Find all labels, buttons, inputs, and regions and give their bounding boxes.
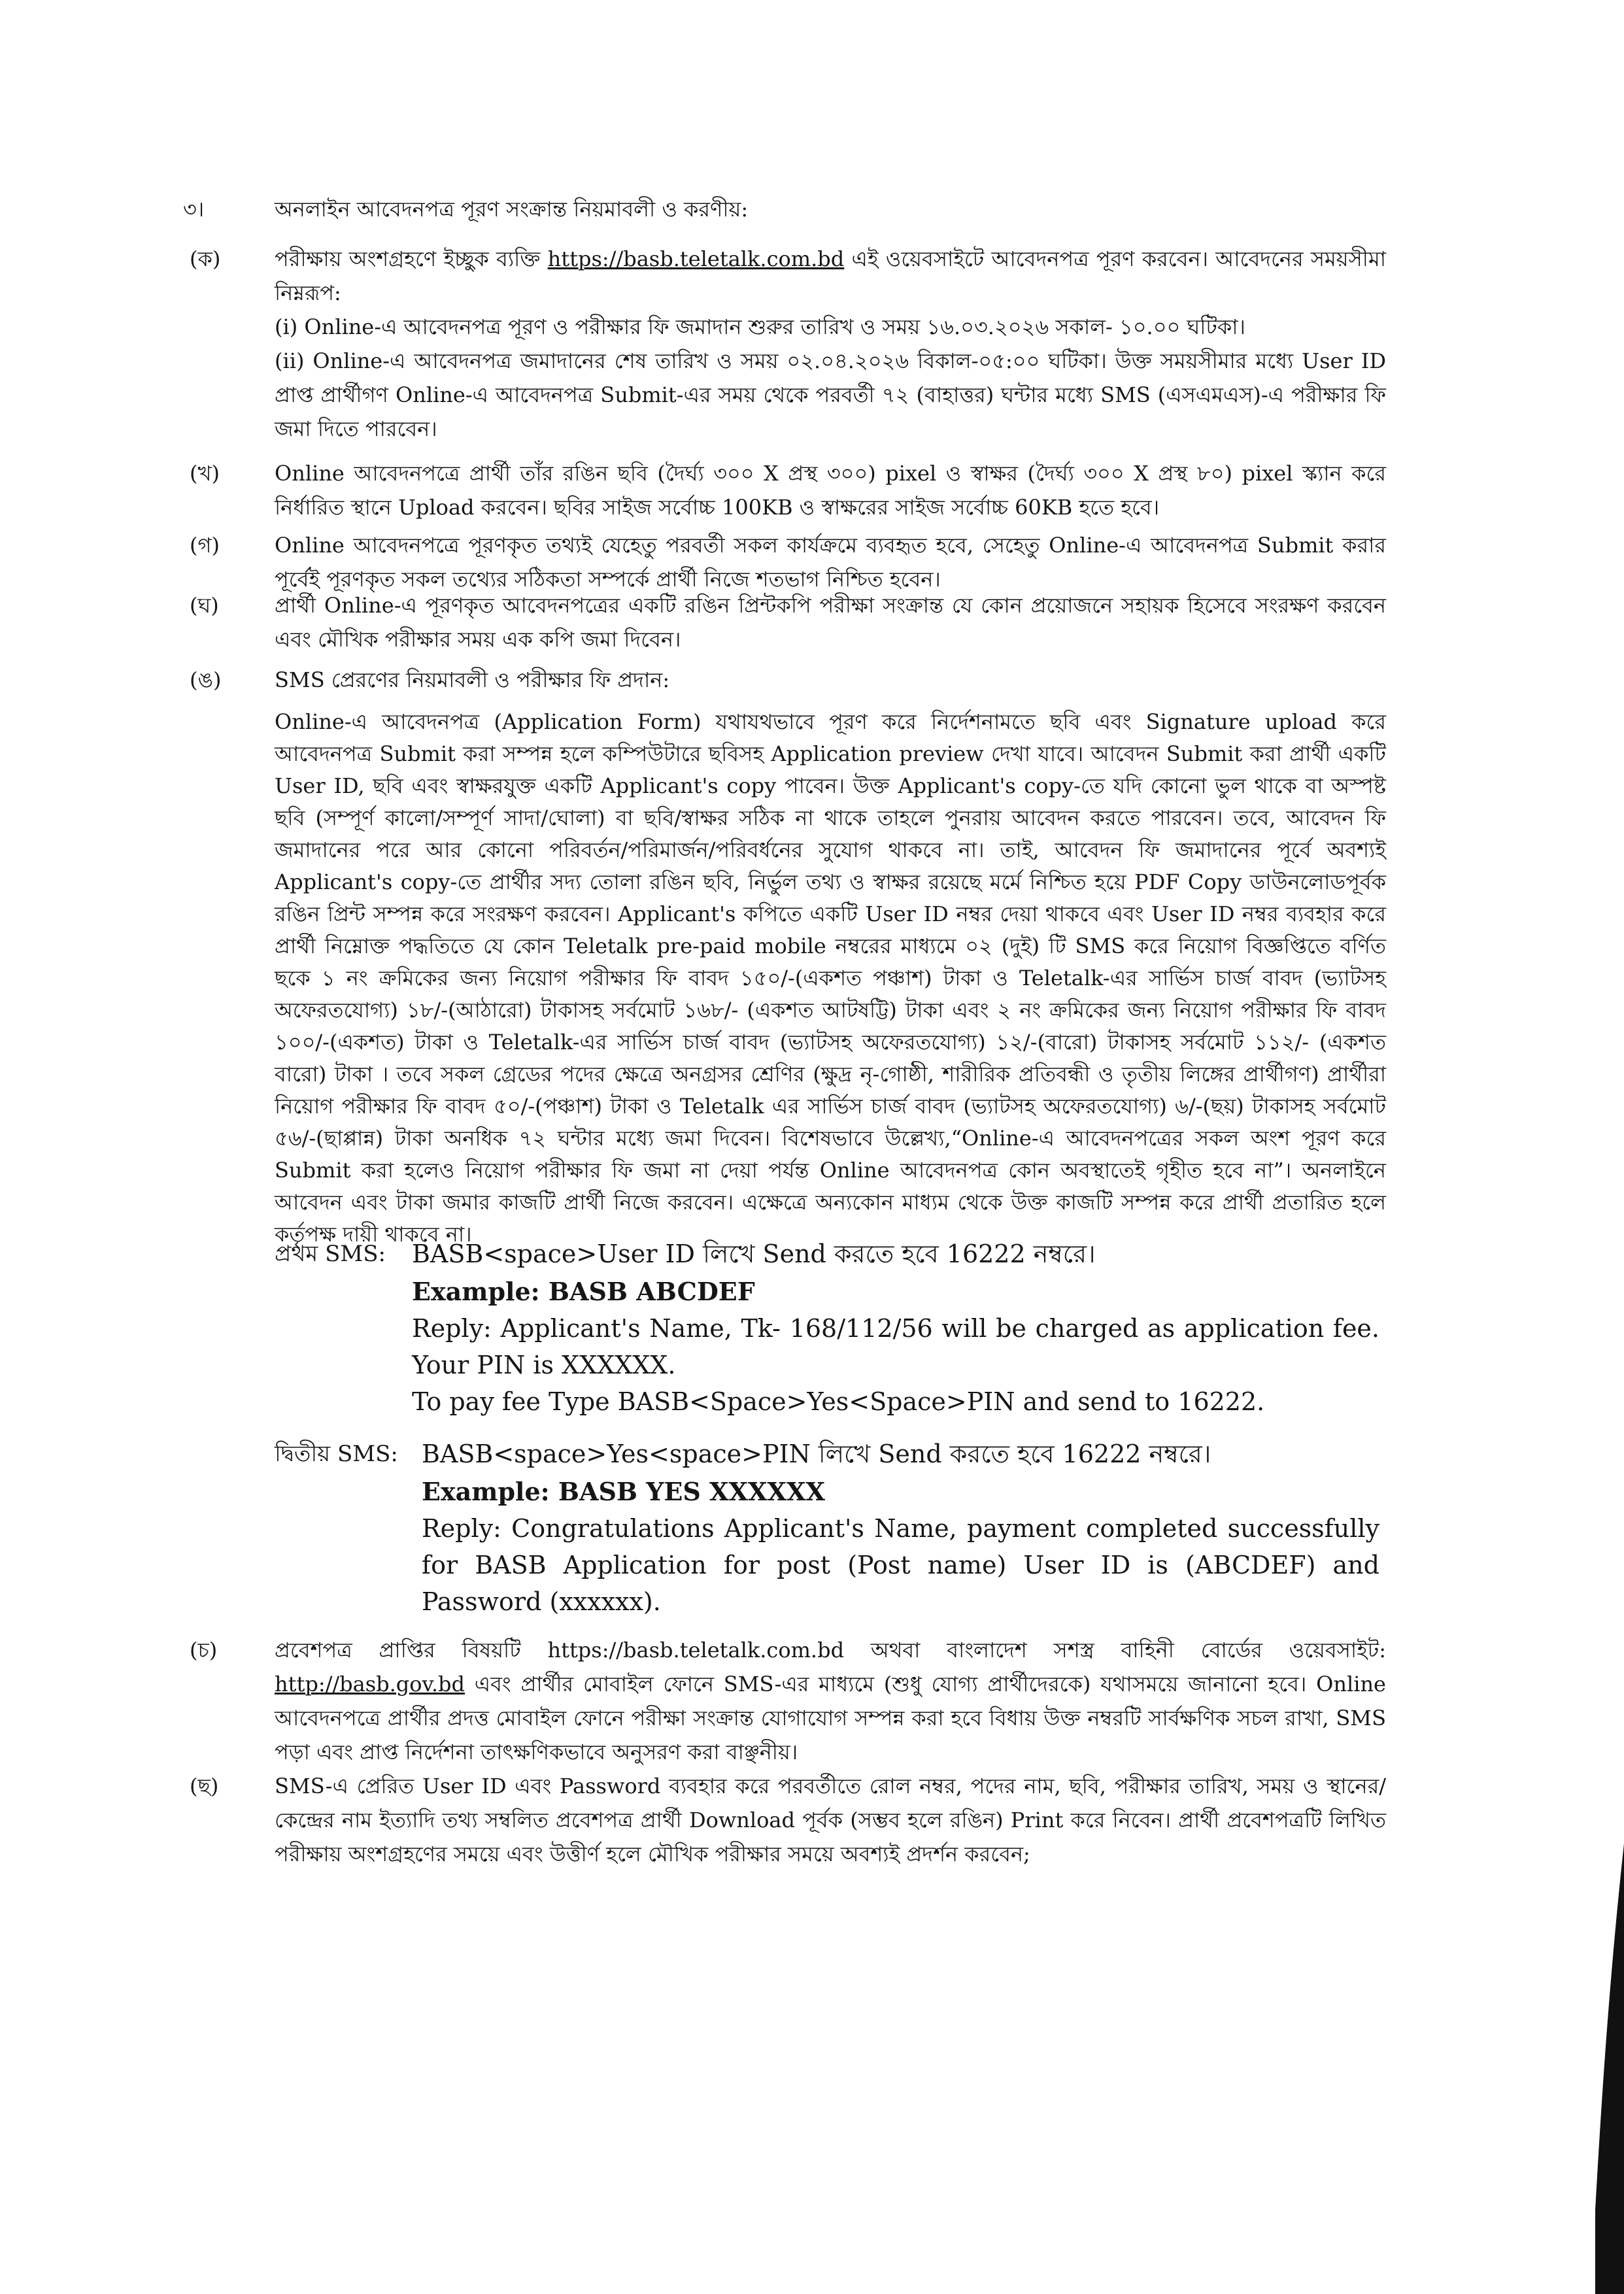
- item-label: (ক): [190, 246, 221, 271]
- sms-first-label: প্রথম SMS:: [275, 1241, 386, 1267]
- sms-first-pay: To pay fee Type BASB<Space>Yes<Space>PIN and send to 16222.: [412, 1387, 1265, 1416]
- teletalk-link[interactable]: https://basb.teletalk.com.bd: [547, 246, 845, 271]
- sms-second-command: BASB<space>Yes<space>PIN লিখে Send করতে হবে 16222 নম্বরে।: [422, 1440, 1211, 1468]
- item-label: (ঘ): [190, 593, 219, 618]
- item-gha-text: প্রার্থী Online-এ পূরণকৃত আবেদনপত্রের একটি রঙিন প্রিন্টকপি পরীক্ষা সংক্রান্ত যে কোন প্রয়োজনে সহায়ক হিসেবে সংরক্ষণ করবেন এবং মৌখিক পরীক্ষার সময় এক কপি জমা দিবেন।: [275, 593, 1386, 652]
- sms-second-label: দ্বিতীয় SMS:: [275, 1441, 398, 1467]
- item-label: (ঙ): [190, 667, 222, 692]
- section-title: অনলাইন আবেদনপত্র পূরণ সংক্রান্ত নিয়মাবলী ও করণীয়:: [275, 197, 749, 222]
- sms-first-command: BASB<space>User ID লিখে Send করতে হবে 16222 নম্বরে।: [412, 1240, 1096, 1268]
- item-label: (ছ): [190, 1774, 219, 1798]
- item-ka-point-ii: (ii) Online-এ আবেদনপত্র জমাদানের শেষ তারিখ ও সময় ০২.০৪.২০২৬ বিকাল-০৫:০০ ঘটিকা। উক্ত সময়সীমার মধ্যে User ID প্রাপ্ত প্রার্থীগণ Online-এ আবেদনপত্র Submit-এর সময় থেকে পরবর্তী ৭২ (বাহাত্তর) ঘন্টার মধ্যে SMS (এসএমএস)-এ পরীক্ষার ফি জমা দিতে পারবেন।: [275, 348, 1386, 441]
- item-uma-heading: SMS প্রেরণের নিয়মাবলী ও পরীক্ষার ফি প্রদান:: [275, 667, 670, 692]
- sms-first-reply: Reply: Applicant's Name, Tk- 168/112/56 will be charged as application fee. Your PIN is XXXXXX.: [412, 1314, 1379, 1379]
- section-number: ৩।: [183, 197, 205, 222]
- item-label: (গ): [190, 533, 220, 558]
- item-ka-intro: পরীক্ষায় অংশগ্রহণে ইচ্ছুক ব্যক্তি https://basb.teletalk.com.bd এই ওয়েবসাইটে আবেদনপত্র পূরণ করবেন। আবেদনের সময়সীমা নিম্নরূপ:: [275, 246, 1386, 305]
- item-ka-point-i: (i) Online-এ আবেদনপত্র পূরণ ও পরীক্ষার ফি জমাদান শুরুর তারিখ ও সময় ১৬.০৩.২০২৬ সকাল- ১০.০০ ঘটিকা।: [275, 314, 1245, 339]
- item-label: (খ): [190, 461, 220, 486]
- sms-second-reply: Reply: Congratulations Applicant's Name, payment completed successfully for BASB Application for post (Post name) User ID is (ABCDEF) and Password (xxxxxx).: [422, 1514, 1379, 1616]
- sms-first-example: Example: BASB ABCDEF: [412, 1277, 755, 1306]
- basb-gov-link[interactable]: http://basb.gov.bd: [275, 1672, 465, 1696]
- sms-second-example: Example: BASB YES XXXXXX: [422, 1477, 825, 1506]
- item-chha-text: SMS-এ প্রেরিত User ID এবং Password ব্যবহার করে পরবর্তীতে রোল নম্বর, পদের নাম, ছবি, পরীক্ষার তারিখ, সময় ও স্থানের/কেন্দ্রের নাম ইত্যাদি তথ্য সম্বলিত প্রবেশপত্র প্রার্থী Download পূর্বক (সম্ভব হলে রঙিন) Print করে নিবেন। প্রার্থী প্রবেশপত্রটি লিখিত পরীক্ষায় অংশগ্রহণের সময়ে এবং উত্তীর্ণ হলে মৌখিক পরীক্ষার সময়ে অবশ্যই প্রদর্শন করবেন;: [275, 1774, 1386, 1866]
- scan-edge-mark: [1595, 1844, 1624, 2294]
- item-kha-text: Online আবেদনপত্রে প্রার্থী তাঁর রঙিন ছবি (দৈর্ঘ্য ৩০০ X প্রস্থ ৩০০) pixel ও স্বাক্ষর (দৈর্ঘ্য ৩০০ X প্রস্থ ৮০) pixel স্ক্যান করে নির্ধারিত স্থানে Upload করবেন। ছবির সাইজ সর্বোচ্চ 100KB ও স্বাক্ষরের সাইজ সর্বোচ্চ 60KB হতে হবে।: [275, 461, 1386, 520]
- item-ga-text: Online আবেদনপত্রে পূরণকৃত তথ্যই যেহেতু পরবর্তী সকল কার্যক্রমে ব্যবহৃত হবে, সেহেতু Online-এ আবেদনপত্র Submit করার পূর্বেই পূরণকৃত সকল তথ্যের সঠিকতা সম্পর্কে প্রার্থী নিজে শতভাগ নিশ্চিত হবেন।: [275, 533, 1386, 592]
- item-label: (চ): [190, 1638, 218, 1662]
- item-cha-text: প্রবেশপত্র প্রাপ্তির বিষয়টি https://basb.teletalk.com.bd অথবা বাংলাদেশ সশস্ত্র বাহিনী বোর্ডের ওয়েবসাইট: http://basb.gov.bd এবং প্রার্থীর মোবাইল ফোনে SMS-এর মাধ্যমে (শুধু যোগ্য প্রার্থীদেরকে) যথাসময়ে জানানো হবে। Online আবেদনপত্রে প্রার্থীর প্রদত্ত মোবাইল ফোনে পরীক্ষা সংক্রান্ত যোগাযোগ সম্পন্ন করা হবে বিধায় উক্ত নম্বরটি সার্বক্ষণিক সচল রাখা, SMS পড়া এবং প্রাপ্ত নির্দেশনা তাৎক্ষণিকভাবে অনুসরণ করা বাঞ্ছনীয়।: [275, 1638, 1386, 1764]
- item-uma-paragraph: Online-এ আবেদনপত্র (Application Form) যথাযথভাবে পূরণ করে নির্দেশনামতে ছবি এবং Signature upload করে আবেদনপত্র Submit করা সম্পন্ন হলে কম্পিউটারে ছবিসহ Application preview দেখা যাবে। আবেদন Submit করা প্রার্থী একটি User ID, ছবি এবং স্বাক্ষরযুক্ত একটি Applicant's copy পাবেন। উক্ত Applicant's copy-তে যদি কোনো ভুল থাকে বা অস্পষ্ট ছবি (সম্পূর্ণ কালো/সম্পূর্ণ সাদা/ঘোলা) বা ছবি/স্বাক্ষর সঠিক না থাকে তাহলে পুনরায় আবেদন করতে পারবেন। তবে, আবেদন ফি জমাদানের পরে আর কোনো পরিবর্তন/পরিমার্জন/পরিবর্ধনের সুযোগ থাকবে না। তাই, আবেদন ফি জমাদানের পূর্বে অবশ্যই Applicant's copy-তে প্রার্থীর সদ্য তোলা রঙিন ছবি, নির্ভুল তথ্য ও স্বাক্ষর রয়েছে মর্মে নিশ্চিত হয়ে PDF Copy ডাউনলোডপূর্বক রঙিন প্রিন্ট সম্পন্ন করে সংরক্ষণ করবেন। Applicant's কপিতে একটি User ID নম্বর দেয়া থাকবে এবং User ID নম্বর ব্যবহার করে প্রার্থী নিম্নোক্ত পদ্ধতিতে যে কোন Teletalk pre-paid mobile নম্বরের মাধ্যমে ০২ (দুই) টি SMS করে নিয়োগ বিজ্ঞপ্তিতে বর্ণিত ছকে ১ নং ক্রমিকের জন্য নিয়োগ পরীক্ষার ফি বাবদ ১৫০/-(একশত পঞ্চাশ) টাকা ও Teletalk-এর সার্ভিস চার্জ বাবদ (ভ্যাটসহ অফেরতযোগ্য) ১৮/-(আঠারো) টাকাসহ সর্বমোট ১৬৮/- (একশত আটষট্টি) টাকা এবং ২ নং ক্রমিকের জন্য নিয়োগ পরীক্ষার ফি বাবদ ১০০/-(একশত) টাকা ও Teletalk-এর সার্ভিস চার্জ বাবদ (ভ্যাটসহ অফেরতযোগ্য) ১২/-(বারো) টাকাসহ সর্বমোট ১১২/- (একশত বারো) টাকা । তবে সকল গ্রেডের পদের ক্ষেত্রে অনগ্রসর শ্রেণির (ক্ষুদ্র নৃ-গোষ্ঠী, শারীরিক প্রতিবন্ধী ও তৃতীয় লিঙ্গের প্রার্থীগণ) প্রার্থীরা নিয়োগ পরীক্ষার ফি বাবদ ৫০/-(পঞ্চাশ) টাকা ও Teletalk এর সার্ভিস চার্জ বাবদ (ভ্যাটসহ অফেরতযোগ্য) ৬/-(ছয়) টাকাসহ সর্বমোট ৫৬/-(ছাপ্পান্ন) টাকা অনধিক ৭২ ঘন্টার মধ্যে জমা দিবেন। বিশেষভাবে উল্লেখ্য,“Online-এ আবেদনপত্রের সকল অংশ পূরণ করে Submit করা হলেও নিয়োগ পরীক্ষার ফি জমা না দেয়া পর্যন্ত Online আবেদনপত্র কোন অবস্থাতেই গৃহীত হবে না”। অনলাইনে আবেদন এবং টাকা জমার কাজটি প্রার্থী নিজে করবেন। এক্ষেত্রে অন্যকোন মাধ্যম থেকে উক্ত কাজটি সম্পন্ন করে প্রার্থী প্রতারিত হলে কর্তৃপক্ষ দায়ী থাকবে না।: [275, 709, 1386, 1247]
